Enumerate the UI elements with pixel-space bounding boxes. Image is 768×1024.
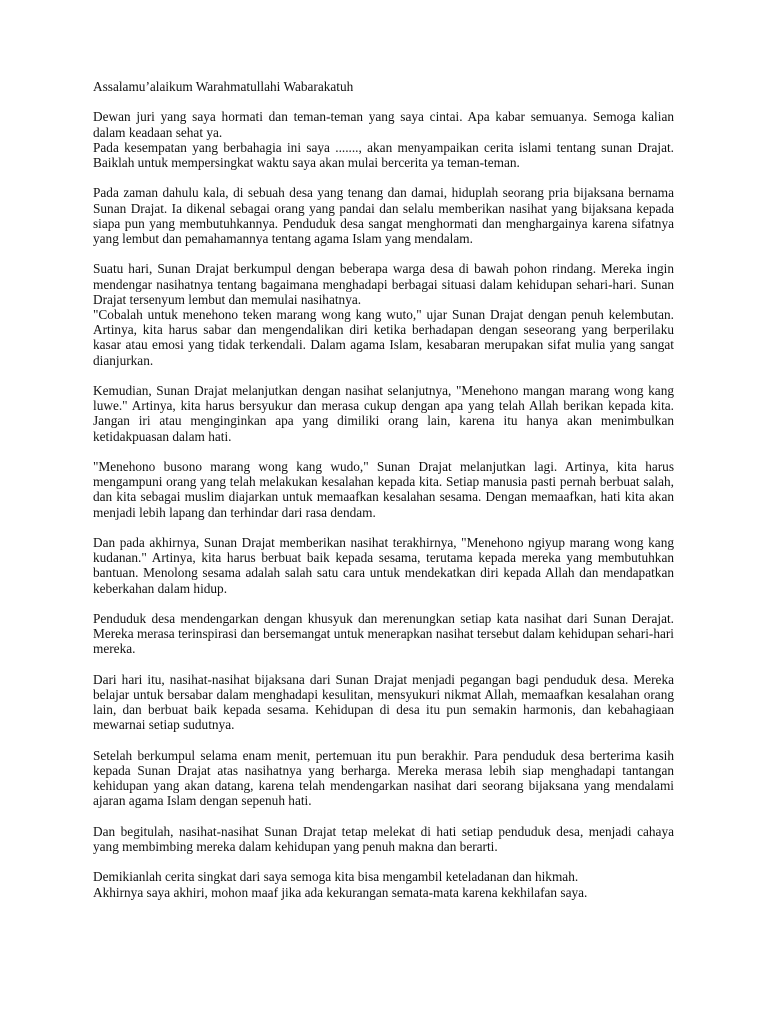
paragraph-intro-address: Dewan juri yang saya hormati dan teman-teman yang saya cintai. Apa kabar semuanya. Semoga kalian dalam keadaan sehat ya. [93,109,674,140]
paragraph-conclusion: Dan begitulah, nasihat-nasihat Sunan Drajat tetap melekat di hati setiap penduduk desa, menjadi cahaya yang membimbing mereka dalam kehidupan yang penuh makna dan berarti. [93,823,674,854]
paragraph-story-1: Pada zaman dahulu kala, di sebuah desa yang tenang dan damai, hiduplah seorang pria bijaksana bernama Sunan Drajat. Ia dikenal sebagai orang yang pandai dan selalu memberikan nasihat yang bijaksana kepada siapa pun yang membutuhkannya. Penduduk desa sangat menghormati dan menghargainya karena sifatnya yang lembut dan pemahamannya tentang agama Islam yang mendalam. [93,185,674,246]
paragraph-advice-4: Dan pada akhirnya, Sunan Drajat memberikan nasihat terakhirnya, "Menehono ngiyup marang wong kang kudanan." Artinya, kita harus berbuat baik kepada sesama, terutama kepada mereka yang membutuhkan bantuan. Menolong sesama adalah salah satu cara untuk mendekatkan diri kepada Allah dan mendapatkan keberkahan dalam hidup. [93,535,674,596]
paragraph-meeting-end: Setelah berkumpul selama enam menit, pertemuan itu pun berakhir. Para penduduk desa berterima kasih kepada Sunan Drajat atas nasihatnya yang berharga. Mereka merasa lebih siap menghadapi tantangan kehidupan yang akan datang, karena telah mendengarkan nasihat dari seorang bijaksana yang mendalami ajaran agama Islam dengan sepenuh hati. [93,747,674,809]
paragraph-intro-topic: Pada kesempatan yang berbahagia ini saya ......., akan menyampaikan cerita islami tentang sunan Drajat. Baiklah untuk mempersingkat waktu saya akan mulai bercerita ya teman-teman. [93,139,674,170]
paragraph-aftermath: Dari hari itu, nasihat-nasihat bijaksana dari Sunan Drajat menjadi pegangan bagi penduduk desa. Mereka belajar untuk bersabar dalam menghadapi kesulitan, mensyukuri nikmat Allah, memaafkan kesalahan orang lain, dan berbuat baik kepada sesama. Kehidupan di desa itu pun semakin harmonis, dan kebahagiaan mewarnai setiap sudutnya. [93,671,674,733]
paragraph-story-2: Suatu hari, Sunan Drajat berkumpul dengan beberapa warga desa di bawah pohon rindang. Mereka ingin mendengar nasihatnya tentang bagaimana menghadapi berbagai situasi dalam kehidupan sehari-hari. Sunan Drajat tersenyum lembut dan memulai nasihatnya. [93,261,674,307]
greeting-opening: Assalamu’alaikum Warahmatullahi Wabarakatuh [93,79,354,94]
paragraph-advice-1: "Cobalah untuk menehono teken marang wong kang wuto," ujar Sunan Drajat dengan penuh kelembutan. Artinya, kita harus sabar dan mengendalikan diri ketika berhadapan dengan seseorang yang berperilaku kasar atau emosi yang tidak terkendali. Dalam agama Islam, kesabaran merupakan sifat mulia yang sangat dianjurkan. [93,307,674,368]
paragraph-villagers: Penduduk desa mendengarkan dengan khusyuk dan merenungkan setiap kata nasihat dari Sunan Derajat. Mereka merasa terinspirasi dan bersemangat untuk menerapkan nasihat tersebut dalam kehidupan sehari-hari mereka. [93,611,674,657]
paragraph-closing-1: Demikianlah cerita singkat dari saya semoga kita bisa mengambil keteladanan dan hikmah. [93,869,579,885]
paragraph-closing-2: Akhirnya saya akhiri, mohon maaf jika ada kekurangan semata-mata karena kekhilafan saya. [93,884,588,900]
paragraph-advice-2: Kemudian, Sunan Drajat melanjutkan dengan nasihat selanjutnya, "Menehono mangan marang wong kang luwe." Artinya, kita harus bersyukur dan merasa cukup dengan apa yang telah Allah berikan kepada kita. Jangan iri atau menginginkan apa yang dimiliki orang lain, karena itu hanya akan menimbulkan ketidakpuasan dalam hati. [93,383,674,444]
document-page [93,79,674,900]
paragraph-advice-3: "Menehono busono marang wong kang wudo," Sunan Drajat melanjutkan lagi. Artinya, kita harus mengampuni orang yang telah melakukan kesalahan kepada kita. Setiap manusia pasti pernah berbuat salah, dan kita sebagai muslim diajarkan untuk memaafkan kesalahan sesama. Dengan memaafkan, hati kita akan menjadi lebih lapang dan terhindar dari rasa dendam. [93,459,674,520]
